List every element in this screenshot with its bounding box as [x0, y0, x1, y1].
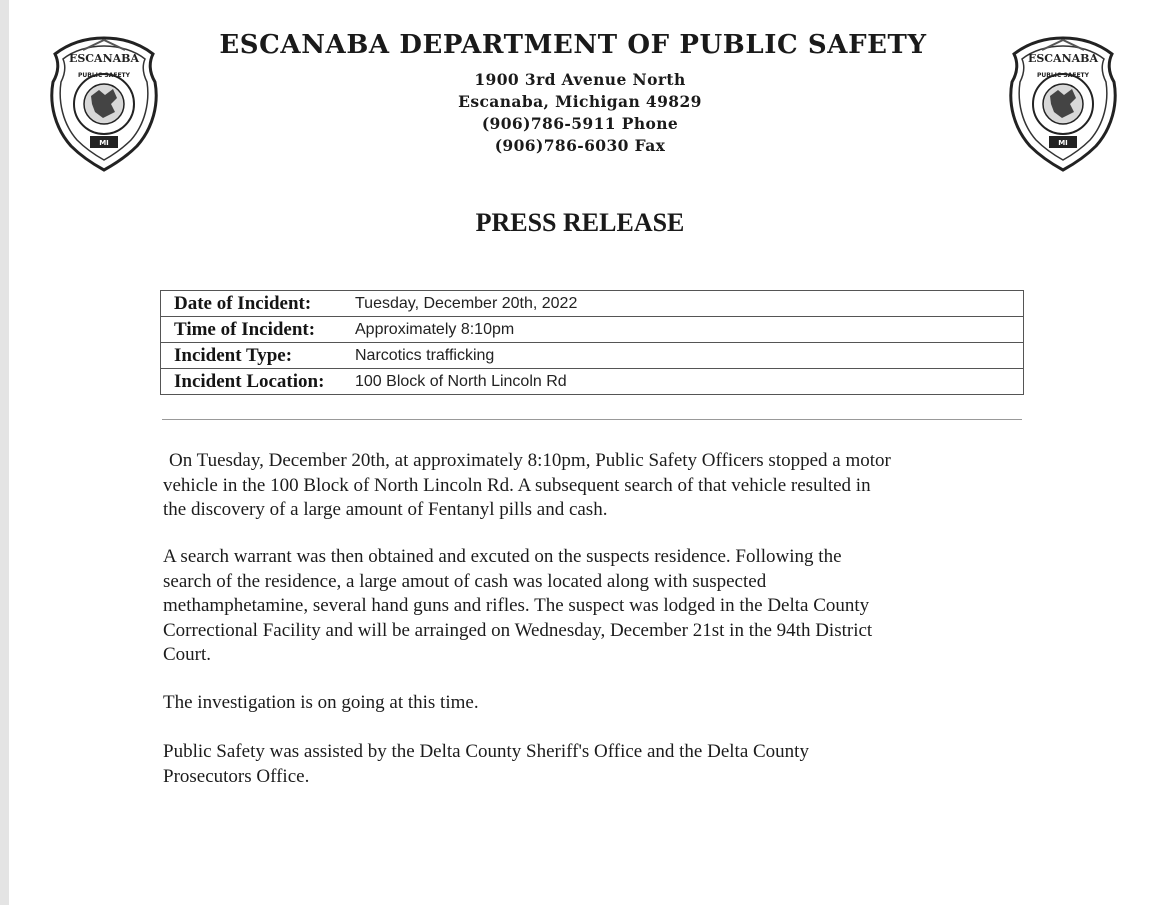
- incident-row-location: [161, 369, 1023, 395]
- address-city: Escanaba, Michigan 49829: [458, 92, 702, 111]
- incident-value: 100 Block of North Lincoln Rd: [355, 372, 567, 390]
- paragraph-investigation-status: [163, 691, 1023, 716]
- public-safety-badge-icon: [1004, 32, 1122, 174]
- public-safety-badge-icon: [45, 32, 163, 174]
- paragraph-line: Court.: [163, 644, 212, 665]
- incident-value: Approximately 8:10pm: [355, 320, 515, 338]
- paragraph-line: search of the residence, a large amout of cash was located along with suspected: [163, 570, 767, 592]
- incident-label: Incident Type:: [174, 344, 293, 366]
- incident-details-table: [160, 290, 1024, 395]
- svg-text:MI: MI: [99, 139, 109, 147]
- incident-label: Incident Location:: [174, 370, 325, 392]
- address-street: 1900 3rd Avenue North: [474, 70, 686, 89]
- organization-title: ESCANABA DEPARTMENT OF PUBLIC SAFETY: [219, 30, 927, 60]
- incident-label: Time of Incident:: [174, 318, 316, 340]
- incident-row-date: [161, 291, 1023, 317]
- paragraph-line: methamphetamine, several hand guns and rifles. The suspect was lodged in the Delta County: [163, 595, 870, 616]
- paragraph-line: Correctional Facility and will be arrainged on Wednesday, December 21st in the 94th District: [163, 619, 873, 641]
- paragraph-line: Prosecutors Office.: [163, 765, 310, 787]
- address-fax: (906)786-6030 Fax: [494, 136, 666, 155]
- press-release-title: PRESS RELEASE: [475, 208, 685, 237]
- address-phone: (906)786-5911 Phone: [481, 114, 679, 133]
- incident-value: Tuesday, December 20th, 2022: [355, 294, 578, 312]
- incident-value: Narcotics trafficking: [355, 346, 495, 364]
- svg-text:ESCANABA: ESCANABA: [1027, 52, 1099, 65]
- paragraph-line: Public Safety was assisted by the Delta County Sheriff's Office and the Delta County: [163, 741, 809, 762]
- page-edge-strip: [0, 0, 9, 905]
- incident-row-time: [161, 317, 1023, 343]
- paragraph-line: The investigation is on going at this time.: [163, 692, 479, 713]
- svg-text:PUBLIC SAFETY: PUBLIC SAFETY: [78, 72, 130, 79]
- paragraph-traffic-stop: [163, 449, 1023, 523]
- paragraph-line: vehicle in the 100 Block of North Lincoln Rd. A subsequent search of that vehicle resulted in: [163, 474, 871, 496]
- svg-text:ESCANABA: ESCANABA: [68, 52, 140, 65]
- paragraph-line: A search warrant was then obtained and excuted on the suspects residence. Following the: [163, 546, 842, 567]
- svg-text:PUBLIC SAFETY: PUBLIC SAFETY: [1037, 72, 1089, 79]
- paragraph-line: On Tuesday, December 20th, at approximately 8:10pm, Public Safety Officers stopped a motor: [169, 450, 891, 471]
- paragraph-assisting-agencies: [163, 740, 1023, 789]
- paragraph-search-warrant: [163, 545, 1023, 668]
- incident-label: Date of Incident:: [174, 292, 312, 314]
- section-divider: [162, 419, 1022, 420]
- incident-row-type: [161, 343, 1023, 369]
- paragraph-line: the discovery of a large amount of Fentanyl pills and cash.: [163, 499, 608, 520]
- svg-text:MI: MI: [1058, 139, 1068, 147]
